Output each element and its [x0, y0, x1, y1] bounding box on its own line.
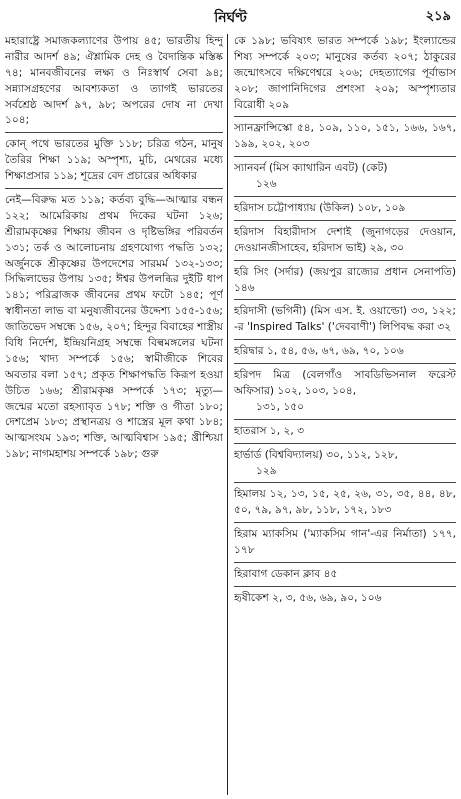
entry-text: হৃষীকেশ ২, ৩, ৫৬, ৬৯, ৯০, ১০৬ [234, 591, 382, 604]
entry-text: হাতরাস ১, ২, ৩ [234, 424, 304, 437]
left-column [5, 34, 223, 795]
entry-text: হিমালয় ১২, ১৩, ১৫, ২৫, ২৬, ৩১, ৩৫, ৪৪, ৪৮, ৫০, ৭৯, ৯৭, ৯৮, ১১৮, ১৭২, ১৮৩ [234, 488, 456, 517]
index-entry [234, 424, 456, 444]
index-entry [234, 368, 456, 420]
index-entry [234, 34, 456, 117]
page-header [0, 0, 461, 32]
entry-text: হরিদাস বিহারীদাস দেশাই (জুনাগড়ের দেওয়ান, দেওয়ানজীসাহেব, হরিদাস ভাই) ২৯, ৩০ [234, 225, 456, 254]
right-column [234, 34, 456, 795]
index-entry [234, 265, 456, 301]
index-entry [234, 225, 456, 261]
index-entry [234, 161, 456, 197]
entry-continuation: ১২৬ [256, 178, 277, 191]
column-divider [227, 34, 228, 795]
page-number: ২১৯ [425, 9, 451, 24]
index-entry [5, 34, 223, 133]
entry-text: স্যানবর্ন (মিস ক্যাথারিন এবট) (কেট) [234, 162, 388, 175]
index-entry [234, 591, 456, 610]
entry-text: হরি সিং (সর্দার) (জয়পুর রাজ্যের প্রধান সেনাপতি) ১৪৬ [234, 265, 456, 294]
entry-text: হরিদাসী (ভগিনী) (মিস এস. ই. ওয়াল্ডো) ৩৩, ১২২; -র 'Inspired Talks' ('দেববাণী') লিপিবদ্ধ করা ৩২ [234, 305, 456, 334]
entry-text: হরিদ্বার ১, ৫৪, ৫৬, ৬৭, ৬৯, ৭০, ১০৬ [234, 345, 404, 358]
index-entry [5, 137, 223, 189]
index-entry [234, 527, 456, 563]
index-entry [234, 487, 456, 523]
entry-text: হিরাবাগ ডেকান ক্লাব ৪৫ [234, 568, 338, 581]
entry-text: স্যানফ্রান্সিস্কো ৫৪, ১০৯, ১১০, ১৫১, ১৬৬, ১৬৭, ১৯৯, ২০২, ২০৩ [234, 122, 456, 151]
index-entry [234, 567, 456, 587]
entry-text: হরিদাস চট্টোপাধ্যায় (উকিল) ১০৮, ১০৯ [234, 202, 406, 215]
entry-text: কে ১৯৮; ভবিষ্যৎ ভারত সম্পর্কে ১৯৮; ইংল্যান্ডের শিষ্য সম্পর্কে ২০৩; মানুষের কর্তব্য ২০৭; ঠাকুরের জন্মোৎসবে দক্ষিণেশ্বরে ২০৬; দেহত্যাগের পূর্বাভাস ২০৮; জাপানিদিগের প্রশংসা ২০৯; অস্পৃশ্যতার বিরোধী ২০৯ [234, 35, 456, 111]
index-entry [234, 121, 456, 157]
index-entry [5, 193, 223, 466]
entry-text: নেই—বিরুদ্ধ মত ১১৯; কর্তব্য বুদ্ধি—আত্মার বন্ধন ১২২; আমেরিকায় প্রথম দিকের ঘটনা ১২৬; শ্রীরামকৃষ্ণের শিক্ষায় জীবন ও দৃষ্টিভঙ্গির পরিবর্তন ১৩১; তর্ক ও আলোচনায় গ্রহণযোগ্য পদ্ধতি ১৩২; অর্জুনকে শ্রীকৃষ্ণের উপদেশের সারমর্ম ১৩২-১৩৩; সিদ্ধিলাভের উপায় ১৩৫; ঈশ্বর উপলব্ধির দুইটি ধাপ ১৪১; পরিব্রাজক জীবনের প্রথম ফটো ১৪৫; পূর্ণ স্বাধীনতা লাভ বা মনুষ্যজীবনের উদ্দেশ্য ১৫৫-১৫৬; জাতিভেদ সম্বন্ধে ১৫৬, ২০৭; হিন্দুর বিবাহের শাস্ত্রীয় বিধি নির্দেশ, ইন্দ্রিয়নিগ্রহ সম্বন্ধে বিল্বমঙ্গলের ঘটনা ১৫৬; খাদ্য সম্পর্কে ১৫৬; স্বামীজীকে শিবের অবতার বলা ১৫৭; প্রকৃত শিক্ষাপদ্ধতি কিরূপ হওয়া উচিত ১৬৬; শ্রীরামকৃষ্ণ সম্পর্কে ১৭৩; মৃত্যু—জন্মের মতো রহস্যাবৃত ১৭৮; শক্তি ও গীতা ১৮০; দেশপ্রেম ১৮৩; প্রস্থানত্রয় ও শাস্ত্রের মূল কথা ১৮৪; আত্মসংযম ১৯৩; শক্তি, আত্মবিশ্বাস ১৯৫; খ্রীশ্চিয়া ১৯৮; নাগমহাশয় সম্পর্কে ১৯৮; গুরু [5, 194, 223, 461]
entry-text: হরিপদ মিত্র (বেলগাঁও সাবডিভিসনাল ফরেস্ট অফিসার) ১০২, ১০৩, ১০৪, [234, 369, 456, 398]
entry-text: মহারাষ্ট্রে সমাজকল্যাণের উপায় ৪৫; ভারতীয় হিন্দু নারীর আদর্শ ৪৯; ঐশ্লামিক দেহ ও বৈদান্তিক মস্তিষ্ক ৭৪; মানবজীবনের লক্ষ্য ও নিঃস্বার্থ সেবা ৯৪; সন্ন্যাসগ্রহণের আবশ্যকতা ও ত্যাগই ভারতের সর্বশ্রেষ্ঠ আদর্শ ৯৭, ৯৮; অপরের দোষ না দেখা ১০৪; [5, 35, 223, 127]
index-entry [234, 344, 456, 364]
entry-continuation: ১৩১, ১৫০ [256, 400, 305, 413]
index-entry [234, 448, 456, 484]
entry-text: কোন্ পথে ভারতের মুক্তি ১১৮; চরিত্র গঠন, মানুষ তৈরির শিক্ষা ১১৯; অস্পৃশ্য, মুচি, মেথরের মধ্যে শিক্ষাপ্রসার ১১৯; শূদ্রের বেদ প্রচারের অধিকার [5, 138, 223, 183]
index-entry [234, 201, 456, 221]
page-title: নির্ঘণ্ট [214, 10, 247, 26]
entry-continuation: ১২৯ [256, 464, 277, 477]
entry-text: হিরাম ম্যাকসিম ('ম্যাকসিম গান'-এর নির্মাতা) ১৭৭, ১৭৮ [234, 528, 456, 557]
index-entry [234, 304, 456, 340]
entry-text: হার্ভার্ড (বিশ্ববিদ্যালয়) ৩০, ১১২, ১২৮, [234, 448, 399, 461]
